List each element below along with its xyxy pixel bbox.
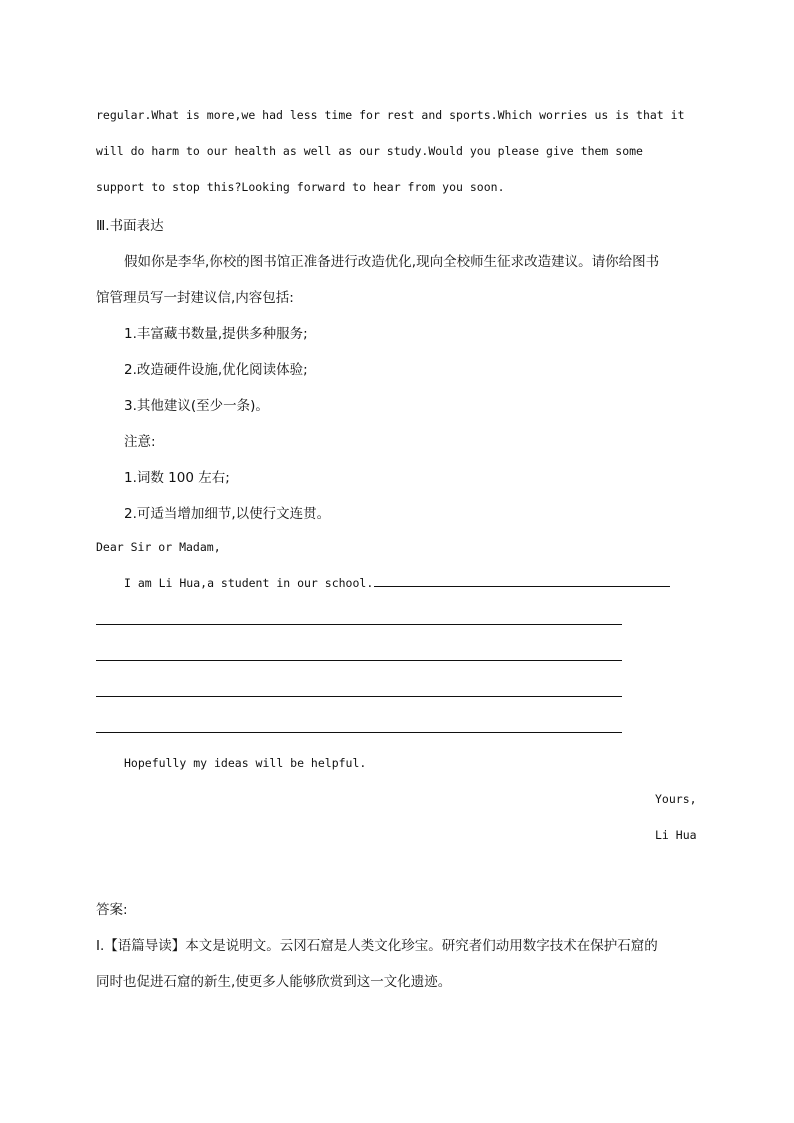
note-label: 注意: bbox=[124, 434, 156, 450]
letter-salutation: Dear Sir or Madam, bbox=[96, 540, 221, 554]
letter-closing-line: Hopefully my ideas will be helpful. bbox=[124, 756, 367, 770]
note-item-2: 2.可适当增加细节,以使行文连贯。 bbox=[124, 506, 331, 522]
answer-line-1: Ⅰ.【语篇导读】本文是说明文。云冈石窟是人类文化珍宝。研究者们动用数字技术在保护石窟的 bbox=[96, 938, 658, 954]
writing-line-2 bbox=[96, 660, 622, 661]
requirement-item-1: 1.丰富藏书数量,提供多种服务; bbox=[124, 326, 308, 342]
writing-line-3 bbox=[96, 696, 622, 697]
letter-opening-line bbox=[124, 576, 670, 590]
answer-line-2: 同时也促进石窟的新生,使更多人能够欣赏到这一文化遗迹。 bbox=[96, 974, 452, 990]
letter-signoff: Yours, bbox=[655, 792, 697, 806]
paragraph-line-3: support to stop this?Looking forward to hear from you soon. bbox=[96, 180, 505, 194]
letter-opening-text: I am Li Hua,a student in our school. bbox=[124, 576, 374, 590]
requirement-item-2: 2.改造硬件设施,优化阅读体验; bbox=[124, 362, 308, 378]
writing-line-1 bbox=[96, 624, 622, 625]
writing-line-4 bbox=[96, 732, 622, 733]
note-item-1: 1.词数 100 左右; bbox=[124, 470, 230, 486]
answers-label: 答案: bbox=[96, 902, 128, 918]
writing-blank-inline bbox=[374, 585, 670, 587]
paragraph-line-1: regular.What is more,we had less time for rest and sports.Which worries us is that it bbox=[96, 108, 685, 122]
letter-signature: Li Hua bbox=[655, 828, 697, 842]
prompt-line-2: 馆管理员写一封建议信,内容包括: bbox=[96, 290, 294, 306]
paragraph-line-2: will do harm to our health as well as our study.Would you please give them some bbox=[96, 144, 643, 158]
section-heading: Ⅲ.书面表达 bbox=[96, 218, 164, 234]
requirement-item-3: 3.其他建议(至少一条)。 bbox=[124, 398, 269, 414]
prompt-line-1: 假如你是李华,你校的图书馆正准备进行改造优化,现向全校师生征求改造建议。请你给图书 bbox=[124, 254, 660, 270]
